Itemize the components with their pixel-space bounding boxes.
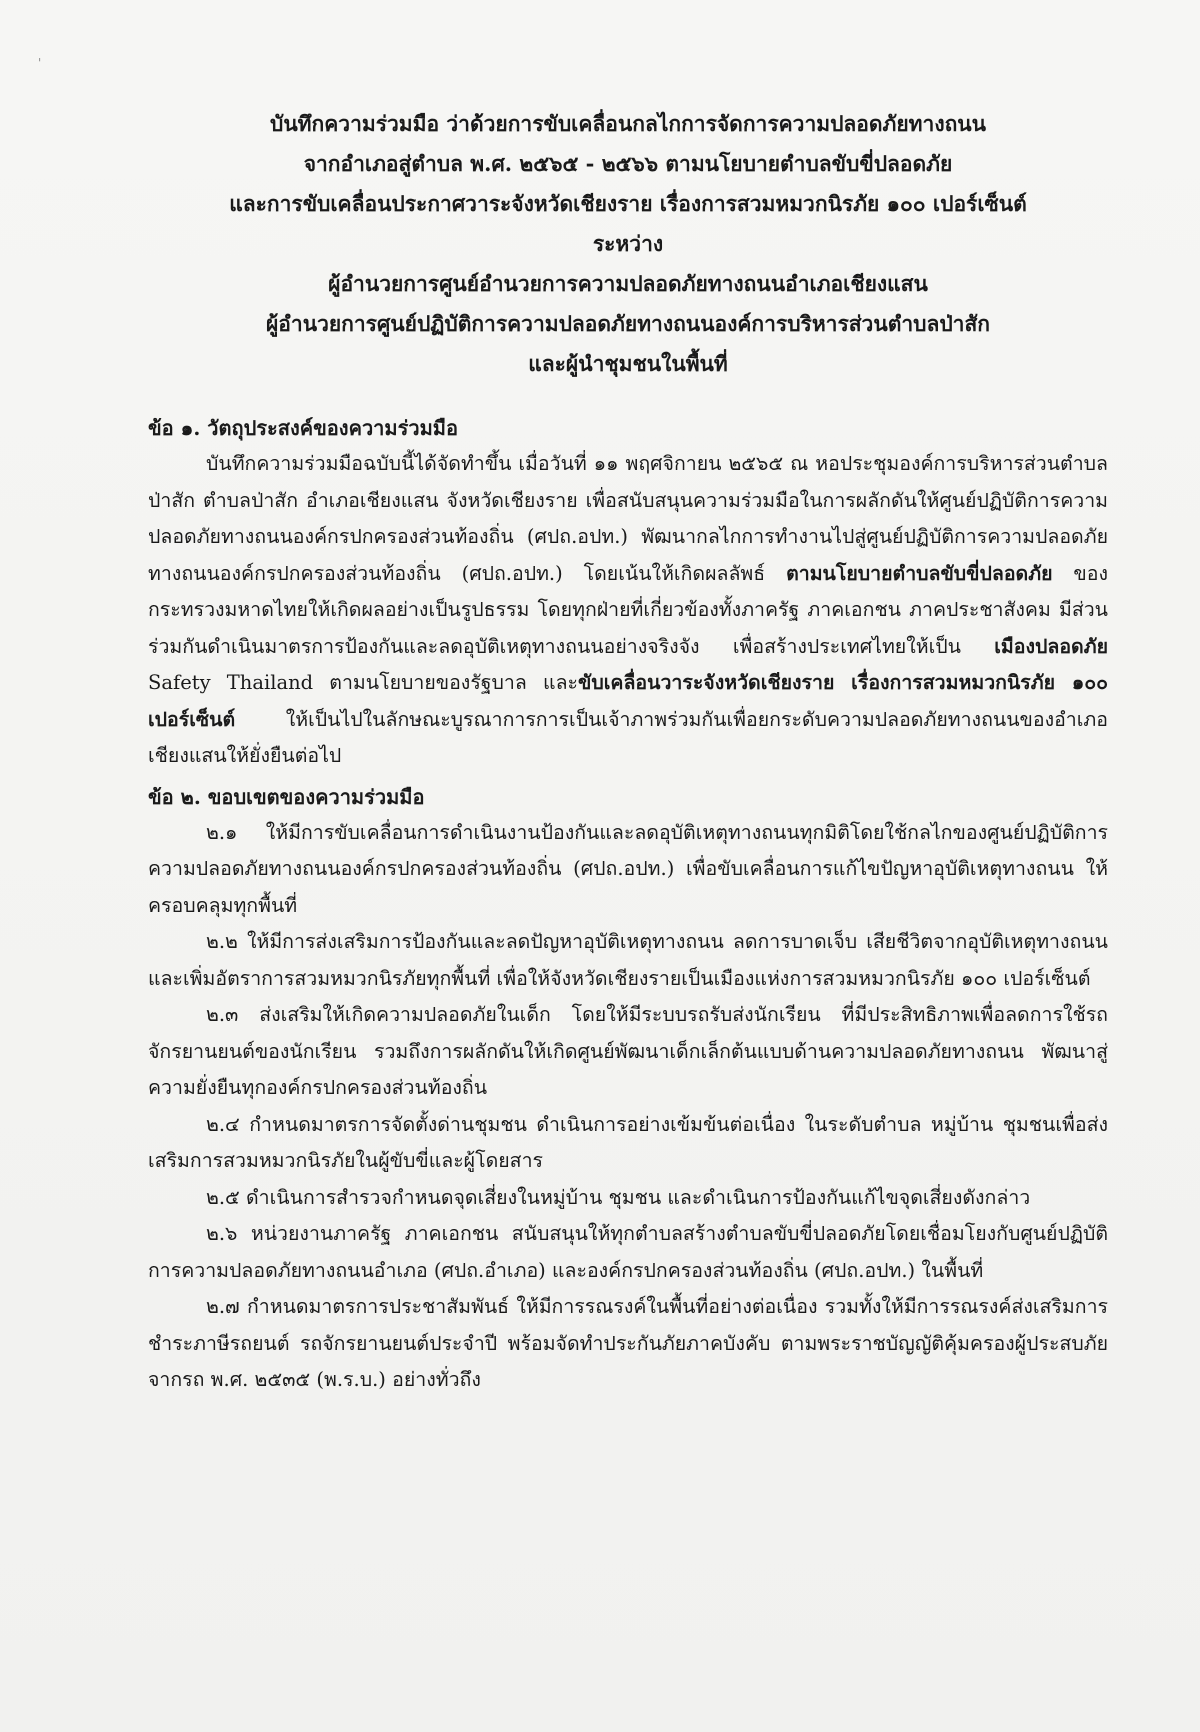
section-2-item-7: ๒.๗ กำหนดมาตรการประชาสัมพันธ์ ให้มีการรณรงค์ในพื้นที่อย่างต่อเนื่อง รวมทั้งให้มีการรณรงค์ส่งเสริมการชำระภาษีรถยนต์ รถจักรยานยนต์ประจำปี พร้อมจัดทำประกันภัยภาคบังคับ ตามพระราชบัญญัติคุ้มครองผู้ประสบภัยจากรถ พ.ศ. ๒๕๓๕ (พ.ร.บ.) อย่างทั่วถึง [148, 1295, 1108, 1391]
section-2-item-5: ๒.๕ ดำเนินการสำรวจกำหนดจุดเสี่ยงในหมู่บ้าน ชุมชน และดำเนินการป้องกันแก้ไขจุดเสี่ยงดังกล่าว [206, 1185, 1031, 1209]
title-line-3: และการขับเคลื่อนประกาศวาระจังหวัดเชียงราย เรื่องการสวมหมวกนิรภัย ๑๐๐ เปอร์เซ็นต์ [229, 191, 1027, 216]
section-1-bold-a: ตามนโยบายตำบลขับขี่ปลอดภัย [786, 561, 1053, 585]
section-2-item-3: ๒.๓ ส่งเสริมให้เกิดความปลอดภัยในเด็ก โดยให้มีระบบรถรับส่งนักเรียน ที่มีประสิทธิภาพเพื่อลดการใช้รถจักรยานยนต์ของนักเรียน รวมถึงการผลักดันให้เกิดศูนย์พัฒนาเด็กเล็กต้นแบบด้านความปลอดภัยทางถนน พัฒนาสู่ความยั่งยืนทุกองค์กรปกครองส่วนท้องถิ่น [148, 1003, 1108, 1099]
document-body [148, 104, 1108, 1399]
section-1-bold-b: เมืองปลอดภัย [994, 634, 1108, 658]
title-line-1: บันทึกความร่วมมือ ว่าด้วยการขับเคลื่อนกลไกการจัดการความปลอดภัยทางถนน [269, 111, 986, 136]
section-1-text-b: ของกระทรวงมหาดไทยให้เกิดผลอย่างเป็นรูปธรรม โดยทุกฝ่ายที่เกี่ยวข้องทั้งภาครัฐ ภาคเอกชน ภาคประชาสังคม มีส่วนร่วมกันดำเนินมาตรการป้องกันและลดอุบัติเหตุทางถนนอย่างจริงจัง เพื่อสร้างประเทศไทยให้เป็น [148, 561, 1108, 658]
section-2-item-1: ๒.๑ ให้มีการขับเคลื่อนการดำเนินงานป้องกันและลดอุบัติเหตุทางถนนทุกมิติโดยใช้กลไกของศูนย์ปฏิบัติการความปลอดภัยทางถนนองค์กรปกครองส่วนท้องถิ่น (ศปถ.อปท.) เพื่อขับเคลื่อนการแก้ไขปัญหาอุบัติเหตุทางถนน ให้ครอบคลุมทุกพื้นที่ [148, 820, 1108, 917]
section-1-paragraph [148, 446, 1108, 775]
section-2-item-4: ๒.๔ กำหนดมาตรการจัดตั้งด่านชุมชน ดำเนินการอย่างเข้มข้นต่อเนื่อง ในระดับตำบล หมู่บ้าน ชุมชนเพื่อส่งเสริมการสวมหมวกนิรภัยในผู้ขับขี่และผู้โดยสาร [148, 1112, 1108, 1172]
title-line-4: ระหว่าง [592, 231, 664, 256]
document-title [148, 104, 1108, 384]
section-2-heading: ข้อ ๒. ขอบเขตของความร่วมมือ [148, 784, 425, 809]
title-line-7: และผู้นำชุมชนในพื้นที่ [528, 351, 728, 376]
section-2-item-2: ๒.๒ ให้มีการส่งเสริมการป้องกันและลดปัญหาอุบัติเหตุทางถนน ลดการบาดเจ็บ เสียชีวิตจากอุบัติเหตุทางถนน และเพิ่มอัตราการสวมหมวกนิรภัยทุกพื้นที่ เพื่อให้จังหวัดเชียงรายเป็นเมืองแห่งการสวมหมวกนิรภัย ๑๐๐ เปอร์เซ็นต์ [148, 930, 1108, 990]
section-2-item-6: ๒.๖ หน่วยงานภาครัฐ ภาคเอกชน สนับสนุนให้ทุกตำบลสร้างตำบลขับขี่ปลอดภัยโดยเชื่อมโยงกับศูนย์ปฏิบัติการความปลอดภัยทางถนนอำเภอ (ศปถ.อำเภอ) และองค์กรปกครองส่วนท้องถิ่น (ศปถ.อปท.) ในพื้นที่ [148, 1222, 1108, 1282]
section-1-text-c: Safety Thailand ตามนโยบายของรัฐบาล และ [148, 671, 579, 694]
scan-speck: ' [38, 56, 42, 70]
title-line-2: จากอำเภอสู่ตำบล พ.ศ. ๒๕๖๕ - ๒๕๖๖ ตามนโยบายตำบลขับขี่ปลอดภัย [303, 151, 953, 176]
section-1-text-d: ให้เป็นไปในลักษณะบูรณาการการเป็นเจ้าภาพร่วมกันเพื่อยกระดับความปลอดภัยทางถนนของอำเภอเชียงแสนให้ยั่งยืนต่อไป [148, 707, 1108, 767]
title-line-5: ผู้อำนวยการศูนย์อำนวยการความปลอดภัยทางถนนอำเภอเชียงแสน [328, 271, 928, 296]
title-line-6: ผู้อำนวยการศูนย์ปฏิบัติการความปลอดภัยทางถนนองค์การบริหารส่วนตำบลป่าสัก [266, 311, 990, 336]
section-1-bold-c: ขับเคลื่อนวาระจังหวัดเชียงราย เรื่องการสวมหมวกนิรภัย ๑๐๐ เปอร์เซ็นต์ [148, 671, 1108, 731]
section-1-text-a: บันทึกความร่วมมือฉบับนี้ได้จัดทำขึ้น เมื่อวันที่ ๑๑ พฤศจิกายน ๒๕๖๕ ณ หอประชุมองค์การบริหารส่วนตำบลป่าสัก ตำบลป่าสัก อำเภอเชียงแสน จังหวัดเชียงราย เพื่อสนับสนุนความร่วมมือในการผลักดันให้ศูนย์ปฏิบัติการความปลอดภัยทางถนนองค์กรปกครองส่วนท้องถิ่น (ศปถ.อปท.) พัฒนากลไกการทำงานไปสู่ศูนย์ปฏิบัติการความปลอดภัยทางถนนองค์กรปกครองส่วนท้องถิ่น (ศปถ.อปท.) โดยเน้นให้เกิดผลลัพธ์ [148, 452, 1108, 585]
section-1-heading: ข้อ ๑. วัตถุประสงค์ของความร่วมมือ [148, 416, 458, 440]
